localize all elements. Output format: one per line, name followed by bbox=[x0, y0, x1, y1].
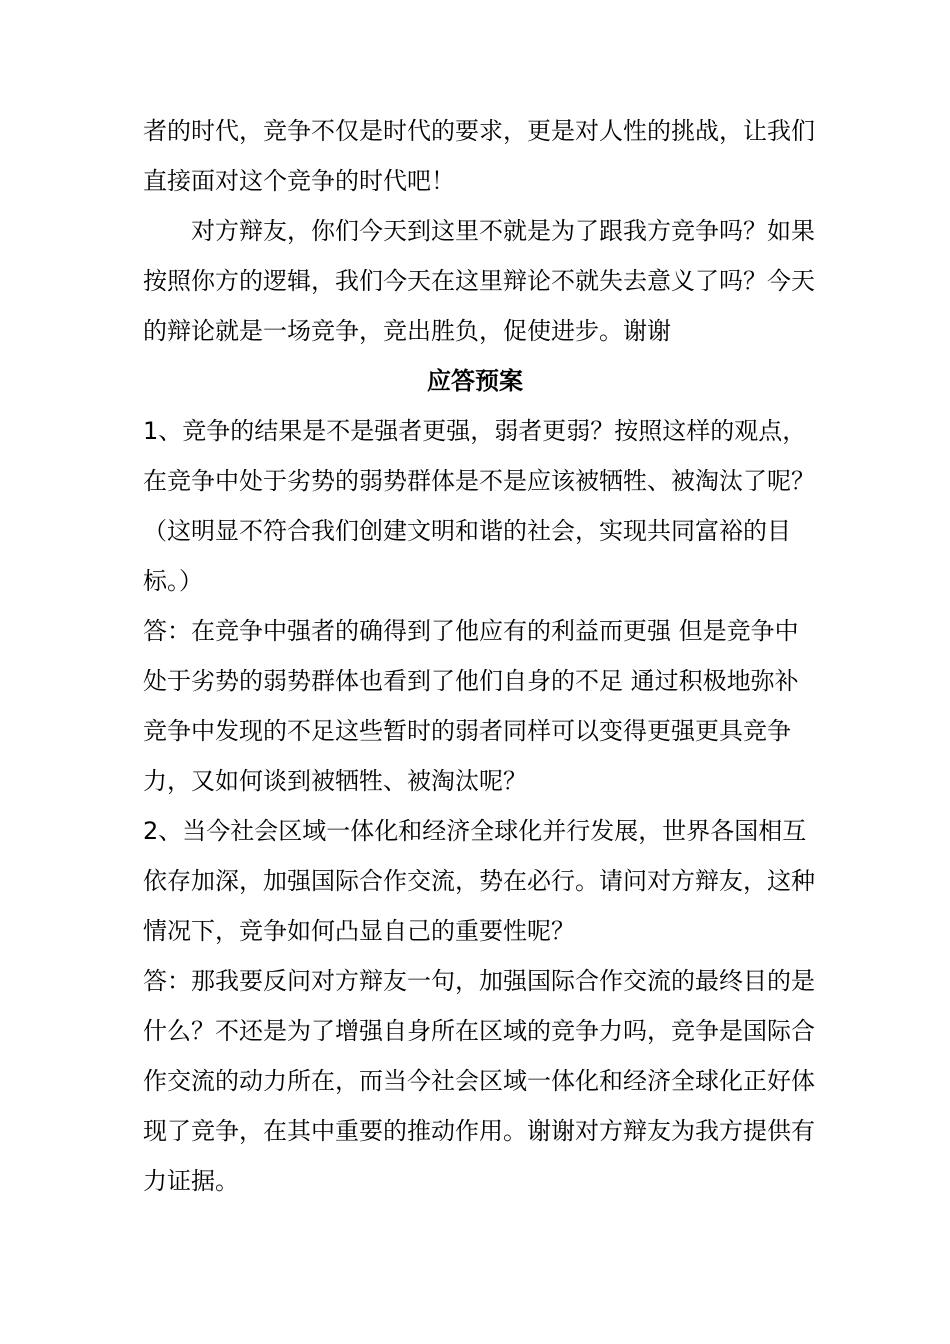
question-2-line-3: 情况下，竞争如何凸显自己的重要性呢？ bbox=[143, 917, 575, 945]
rebuttal-line-3: 的辩论就是一场竞争，竞出胜负，促使进步。谢谢 bbox=[143, 317, 671, 345]
answer-2-line-2: 什么？不还是为了增强自身所在区域的竞争力吗，竞争是国际合 bbox=[143, 1017, 815, 1045]
answer-2-line-3: 作交流的动力所在，而当今社会区域一体化和经济全球化正好体 bbox=[143, 1067, 815, 1095]
answer-1-line-4: 力，又如何谈到被牺牲、被淘汰呢？ bbox=[143, 767, 527, 795]
rebuttal-line-1: 对方辩友，你们今天到这里不就是为了跟我方竞争吗？如果 bbox=[191, 217, 815, 245]
question-2-line-1: 2、当今社会区域一体化和经济全球化并行发展，世界各国相互 bbox=[143, 817, 807, 845]
answer-1-line-3: 竞争中发现的不足这些暂时的弱者同样可以变得更强更具竞争 bbox=[143, 717, 791, 745]
answer-2-line-5: 力证据。 bbox=[143, 1167, 239, 1195]
section-title: 应答预案 bbox=[427, 367, 523, 395]
answer-1-line-2: 处于劣势的弱势群体也看到了他们自身的不足 通过积极地弥补 bbox=[143, 667, 799, 695]
question-1-line-2: 在竞争中处于劣势的弱势群体是不是应该被牺牲、被淘汰了呢？ bbox=[143, 467, 815, 495]
answer-2-line-1: 答：那我要反问对方辩友一句，加强国际合作交流的最终目的是 bbox=[143, 967, 815, 995]
rebuttal-line-2: 按照你方的逻辑，我们今天在这里辩论不就失去意义了吗？今天 bbox=[143, 267, 815, 295]
intro-line-2: 直接面对这个竞争的时代吧！ bbox=[143, 167, 455, 195]
answer-1-line-1: 答：在竞争中强者的确得到了他应有的利益而更强 但是竞争中 bbox=[143, 617, 799, 645]
question-1-line-1: 1、竞争的结果是不是强者更强，弱者更弱？按照这样的观点， bbox=[143, 417, 807, 445]
answer-2-line-4: 现了竞争，在其中重要的推动作用。谢谢对方辩友为我方提供有 bbox=[143, 1117, 815, 1145]
question-1-line-4: 标。） bbox=[143, 567, 203, 595]
intro-line-1: 者的时代，竞争不仅是时代的要求，更是对人性的挑战，让我们 bbox=[143, 117, 815, 145]
question-1-line-3: （这明显不符合我们创建文明和谐的社会，实现共同富裕的目 bbox=[143, 517, 791, 545]
question-2-line-2: 依存加深，加强国际合作交流，势在必行。请问对方辩友，这种 bbox=[143, 867, 815, 895]
